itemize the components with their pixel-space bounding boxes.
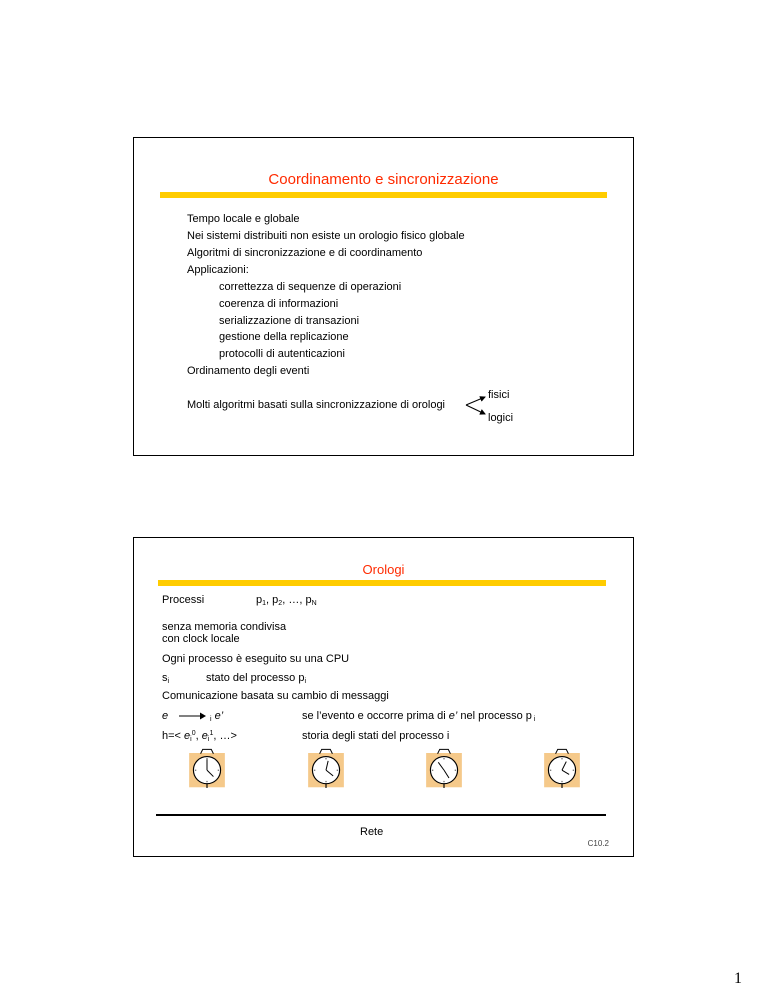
title-rule [158,580,606,586]
alarm-clock-icon [537,748,587,788]
processes-list: $p_1$, $p_2$, …, $p_N$ [256,594,317,607]
history-text: storia degli stati del processo i [302,730,450,742]
bullet-orologi: Molti algoritmi basati sulla sincronizzazione di orologi [187,399,446,411]
bullet-applicazioni: Applicazioni: [187,264,249,276]
clock-type-logici: logici [488,412,514,424]
state-symbol: $s_i$ [162,672,170,685]
app-item: protocolli di autenticazioni [219,348,345,360]
alarm-clock-icon [182,748,232,788]
processes-label: Processi [162,594,205,606]
bullet-sistemi: Nei sistemi distribuiti non esiste un orologio fisico globale [187,230,465,242]
bullet-ordinamento: Ordinamento degli eventi [187,365,310,377]
communication-line: Comunicazione basata su cambio di messaggi [162,690,389,702]
app-item: correttezza di sequenze di operazioni [219,281,402,293]
alarm-clock-icon [301,748,351,788]
slide-title: Coordinamento e sincronizzazione [268,171,499,188]
slide-coordinamento [133,137,634,456]
network-line [156,814,606,816]
happens-before-arrow-icon [178,711,208,721]
slide-id: C10.2 [587,839,609,848]
slide-orologi [133,537,634,857]
branch-arrow-icon [464,392,488,418]
event-text: se l’evento e occorre prima di e’ nel processo p $_i$ [302,710,536,723]
bullet-algoritmi: Algoritmi di sincronizzazione e di coordinamento [187,247,423,259]
event-relation: e [162,710,169,722]
event-relation-right: $_i$ e’ [210,710,224,723]
app-item: gestione della replicazione [219,331,349,343]
alarm-clock-icon [419,748,469,788]
clock-type-fisici: fisici [488,389,510,401]
bullet-tempo: Tempo locale e globale [187,213,300,225]
state-text: stato del processo $p_i$ [206,672,307,685]
cpu-line: Ogni processo è eseguito su una CPU [162,653,350,665]
slide-title: Orologi [362,562,405,577]
no-shared-memory: senza memoria condivisa [162,621,287,633]
local-clock: con clock locale [162,633,240,645]
page-number: 1 [734,970,742,987]
app-item: coerenza di informazioni [219,298,339,310]
title-rule [160,192,607,198]
app-item: serializzazione di transazioni [219,315,360,327]
history-formula: $h=< e_i^0$, $e_i^1$, …> [162,730,237,743]
network-label: Rete [360,826,384,838]
